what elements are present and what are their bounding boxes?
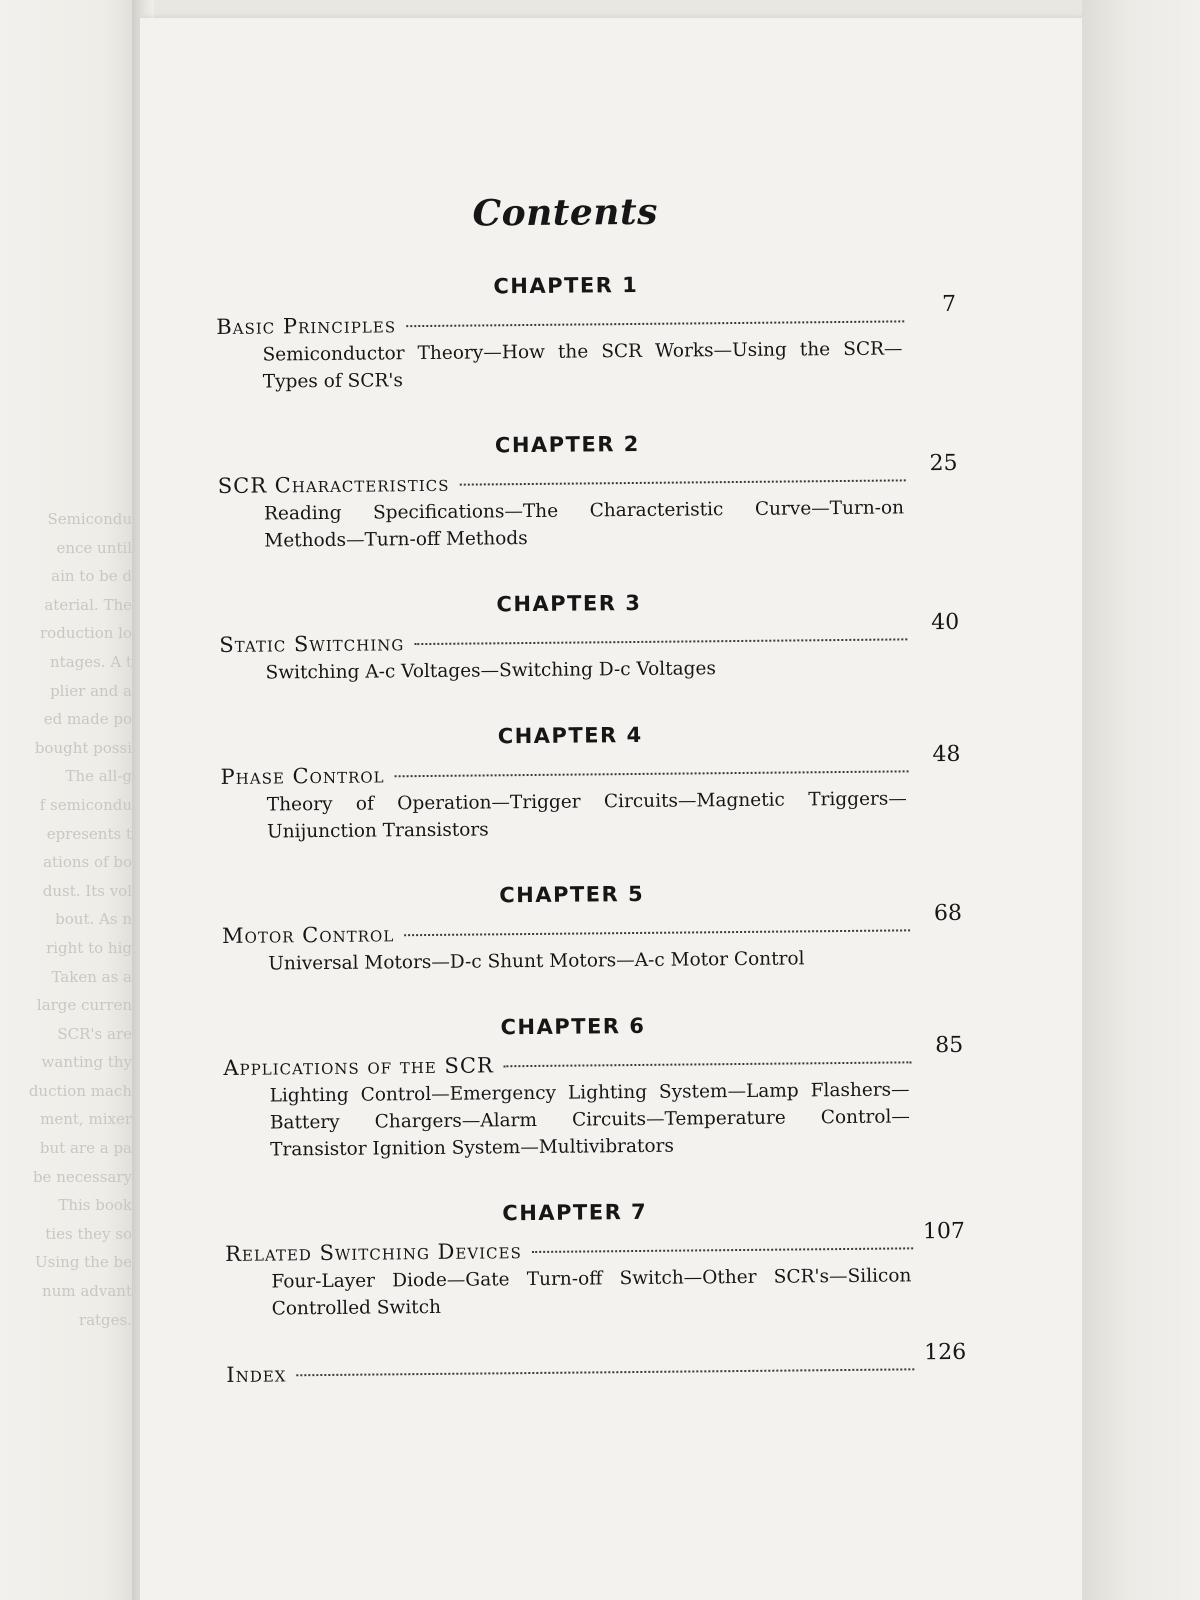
- facing-page-line: ntages. A t: [50, 652, 132, 671]
- facing-page-line: be necessary: [32, 1167, 132, 1186]
- page-number: 7: [941, 291, 957, 318]
- facing-page-line: right to hig: [46, 938, 132, 957]
- dot-leader: [296, 1368, 914, 1376]
- facing-page-line: but are a pa: [39, 1139, 132, 1158]
- facing-page-line: This book: [58, 1196, 132, 1215]
- dot-leader: [395, 770, 909, 777]
- table-of-contents: [215, 188, 996, 1388]
- facing-page-line: Taken as a: [51, 967, 132, 986]
- facing-page-line: bought possi: [34, 738, 132, 757]
- facing-page-line: num advant: [42, 1282, 132, 1301]
- chapter-topics: Theory of Operation—Trigger Circuits—Magnetic Triggers—Unijunction Transistors: [266, 788, 907, 843]
- facing-page-line: wanting thy: [41, 1053, 132, 1072]
- chapter-2: [217, 429, 988, 555]
- facing-page-line: Semicondu: [47, 510, 132, 528]
- chapter-title: Applications of the SCR: [223, 1053, 494, 1080]
- index-title: Index: [226, 1362, 287, 1387]
- facing-page-line: duction mach: [28, 1081, 132, 1100]
- dot-leader: [459, 479, 905, 485]
- chapter-label: CHAPTER 3: [496, 590, 642, 617]
- facing-page-line: large curren: [36, 996, 132, 1015]
- chapter-label: CHAPTER 6: [500, 1013, 646, 1040]
- chapter-topics: Four-Layer Diode—Gate Turn-off Switch—Other SCR's—Silicon Controlled Switch: [271, 1265, 912, 1320]
- chapter-3: [219, 588, 990, 687]
- chapter-label: CHAPTER 4: [497, 722, 643, 749]
- chapter-topics: Semiconductor Theory—How the SCR Works—Using the SCR—Types of SCR's: [262, 338, 903, 393]
- page-number: 107: [922, 1218, 966, 1245]
- facing-page-line: The all-g: [65, 767, 132, 786]
- chapter-label: CHAPTER 1: [493, 272, 639, 299]
- facing-page-line: ain to be d: [51, 567, 132, 586]
- facing-page-line: ratges.: [78, 1310, 132, 1329]
- facing-page-line: bout. As n: [55, 910, 132, 929]
- facing-page-line: epresents t: [46, 824, 132, 843]
- dot-leader: [414, 638, 907, 645]
- page-number: 25: [929, 450, 958, 477]
- facing-page-line: plier and a: [50, 681, 132, 700]
- chapter-5: [222, 879, 993, 978]
- facing-page-line: roduction lo: [40, 624, 132, 643]
- chapter-4: [220, 720, 991, 846]
- chapter-title: SCR Characteristics: [217, 471, 450, 498]
- chapter-7: [225, 1197, 996, 1323]
- chapter-title: Motor Control: [221, 922, 395, 948]
- dot-leader: [406, 320, 904, 327]
- page-number: 40: [931, 609, 960, 636]
- facing-page-line: SCR's are: [57, 1024, 132, 1043]
- dot-leader: [404, 929, 910, 936]
- chapter-title: Related Switching Devices: [225, 1239, 522, 1266]
- chapter-6: [223, 1011, 994, 1164]
- page-title: Contents: [472, 190, 659, 235]
- page-number: 85: [935, 1032, 964, 1059]
- dot-leader: [504, 1061, 912, 1067]
- facing-page-line: ties they so: [45, 1224, 132, 1243]
- facing-page-line: ations of bo: [43, 853, 132, 872]
- facing-page-line: ment, mixer: [40, 1110, 132, 1129]
- facing-page: [0, 0, 150, 1600]
- page-number: 48: [932, 741, 961, 768]
- chapter-title: Static Switching: [219, 631, 405, 657]
- chapter-label: CHAPTER 2: [494, 431, 640, 458]
- chapter-1: [216, 270, 987, 396]
- facing-page-line: Using the be: [35, 1253, 132, 1272]
- chapter-label: CHAPTER 5: [499, 881, 645, 908]
- dot-leader: [532, 1247, 913, 1253]
- facing-page-line: ed made po: [43, 710, 132, 729]
- facing-page-text: [0, 505, 132, 1334]
- facing-page-line: aterial. The: [44, 595, 132, 614]
- facing-page-line: f semicondu: [39, 795, 132, 814]
- chapter-topics: Universal Motors—D-c Shunt Motors—A-c Motor Control: [268, 948, 805, 975]
- facing-page-line: ence until: [56, 538, 132, 557]
- background-surface: [1082, 0, 1200, 1600]
- chapter-label: CHAPTER 7: [502, 1199, 648, 1226]
- chapter-title: Phase Control: [220, 763, 385, 789]
- facing-page-line: dust. Its vol: [42, 881, 132, 900]
- chapter-topics: Lighting Control—Emergency Lighting System—Lamp Flashers—Battery Chargers—Alarm Circuits—Temperature Control—Transistor Ignition System—Multivibrators: [269, 1079, 910, 1161]
- chapter-title: Basic Principles: [216, 313, 397, 339]
- page-number: 126: [924, 1339, 967, 1366]
- chapter-topics: Switching A-c Voltages—Switching D-c Voltages: [265, 658, 717, 684]
- page-number: 68: [933, 900, 963, 927]
- chapter-topics: Reading Specifications—The Characteristic Curve—Turn-on Methods—Turn-off Methods: [263, 497, 905, 552]
